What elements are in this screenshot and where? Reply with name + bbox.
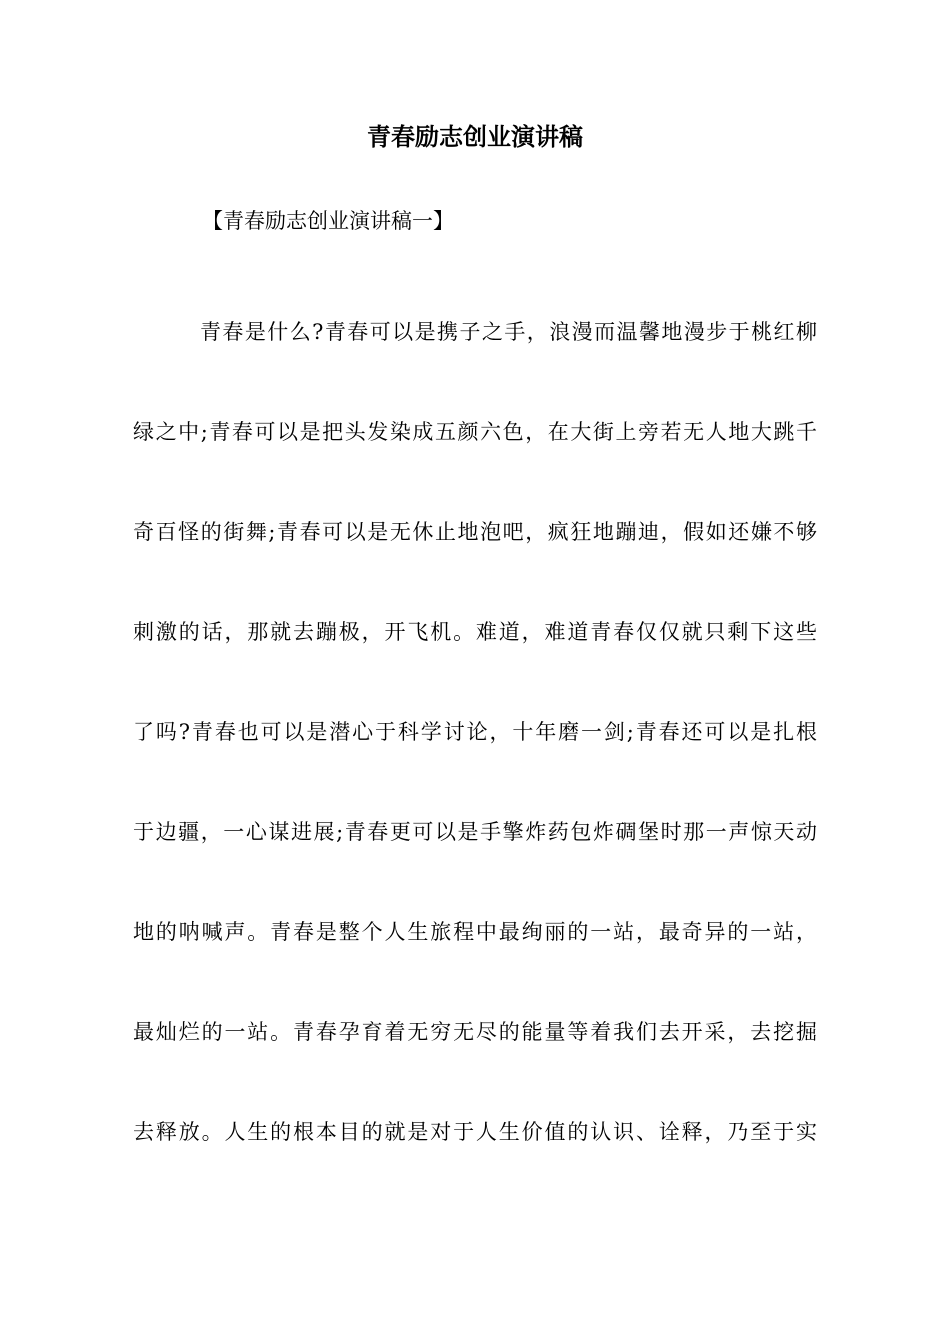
- paragraph-line: 绿之中;青春可以是把头发染成五颜六色，在大街上旁若无人地大跳千: [133, 420, 817, 444]
- paragraph-line: 最灿烂的一站。青春孕育着无穷无尽的能量等着我们去开采，去挖掘: [133, 1020, 817, 1044]
- paragraph-line: 于边疆，一心谋进展;青春更可以是手擎炸药包炸碉堡时那一声惊天动: [133, 820, 817, 844]
- section-heading: 【青春励志创业演讲稿一】: [202, 209, 454, 233]
- paragraph-line: 了吗?青春也可以是潜心于科学讨论，十年磨一剑;青春还可以是扎根: [133, 720, 817, 744]
- paragraph-line: 刺激的话，那就去蹦极，开飞机。难道，难道青春仅仅就只剩下这些: [133, 620, 817, 644]
- paragraph-line: 青春是什么?青春可以是携子之手，浪漫而温馨地漫步于桃红柳: [200, 320, 817, 344]
- body-paragraph: [133, 282, 817, 1182]
- paragraph-line: 去释放。人生的根本目的就是对于人生价值的认识、诠释，乃至于实: [133, 1120, 817, 1144]
- paragraph-line: 奇百怪的街舞;青春可以是无休止地泡吧，疯狂地蹦迪，假如还嫌不够: [133, 520, 817, 544]
- page-title: 青春励志创业演讲稿: [367, 123, 583, 151]
- paragraph-line: 地的呐喊声。青春是整个人生旅程中最绚丽的一站，最奇异的一站，: [133, 920, 817, 944]
